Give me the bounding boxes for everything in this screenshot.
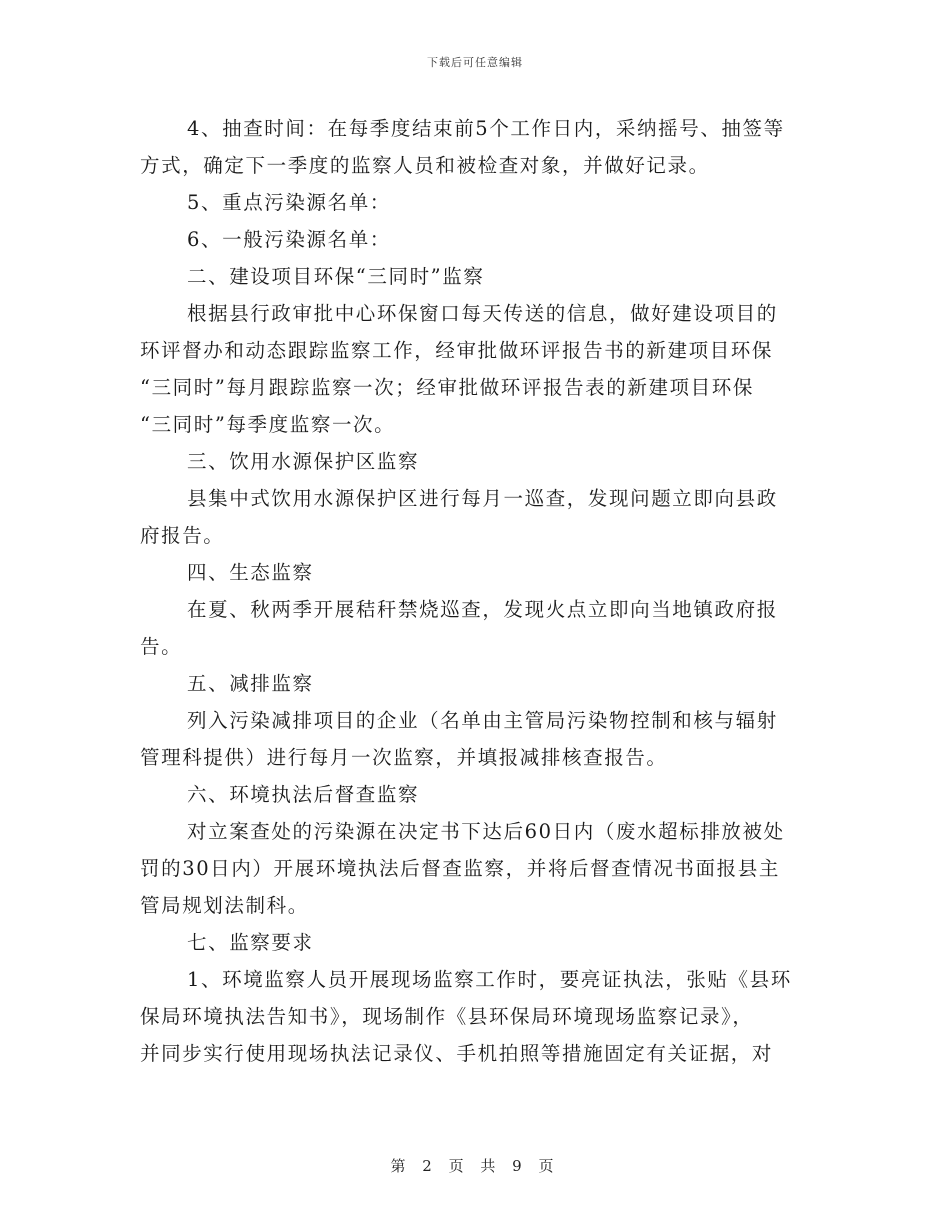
text-line: 六、环境执法后督查监察 [187,783,420,806]
text-line: 列入污染减排项目的企业（名单由主管局污染物控制和核与辐射 [187,709,778,732]
text-line: 根据县行政审批中心环保窗口每天传送的信息，做好建设项目的 [187,302,778,325]
text-line: 4、抽查时间：在每季度结束前5个工作日内，采纳摇号、抽签等 [187,117,785,140]
text-line: 五、减排监察 [187,672,314,695]
text-line: “三同时”每季度监察一次。 [140,413,396,436]
text-line: 6、一般污染源名单： [187,228,391,251]
text-line: 七、监察要求 [187,931,314,954]
text-line: 5、重点污染源名单： [187,191,391,214]
text-line: 环评督办和动态跟踪监察工作，经审批做环评报告书的新建项目环保 [140,339,774,362]
text-line: 方式，确定下一季度的监察人员和被检查对象，并做好记录。 [140,154,710,177]
header-note: 下载后可任意编辑 [427,56,523,69]
text-line: 管局规划法制科。 [140,894,309,917]
text-line: 二、建设项目环保“三同时”监察 [187,265,485,288]
text-line: 保局环境执法告知书》，现场制作《县环保局环境现场监察记录》， [140,1005,754,1028]
text-line: 管理科提供）进行每月一次监察，并填报减排核查报告。 [140,746,668,769]
text-line: 在夏、秋两季开展秸秆禁烧巡查，发现火点立即向当地镇政府报 [187,598,778,621]
text-line: 1、环境监察人员开展现场监察工作时，要亮证执法，张贴《县环 [187,968,792,991]
text-line: 并同步实行使用现场执法记录仪、手机拍照等措施固定有关证据，对 [140,1042,774,1065]
text-line: 四、生态监察 [187,561,314,584]
text-line: 罚的30日内）开展环境执法后督查监察，并将后督查情况书面报县主 [140,857,780,880]
text-line: 告。 [140,635,183,658]
text-line: 对立案查处的污染源在决定书下达后60日内（废水超标排放被处 [187,820,785,843]
page-footer: 第 2 页 共 9 页 [390,1157,560,1175]
document-body [140,110,812,1072]
text-line: 府报告。 [140,524,225,547]
text-line: 县集中式饮用水源保护区进行每月一巡查，发现问题立即向县政 [187,487,778,510]
text-line: 三、饮用水源保护区监察 [187,450,420,473]
text-line: “三同时”每月跟踪监察一次；经审批做环评报告表的新建项目环保 [140,376,754,399]
